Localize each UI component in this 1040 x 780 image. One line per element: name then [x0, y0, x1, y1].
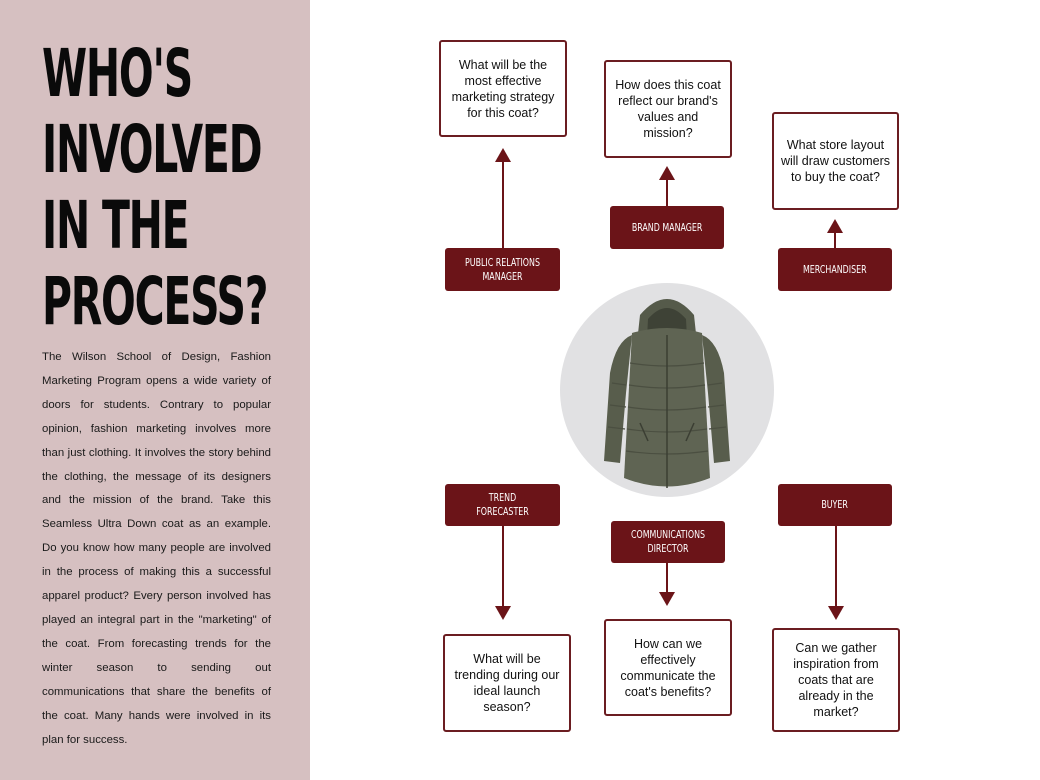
role-merchandiser	[778, 248, 892, 291]
role-label: MERCHANDISER	[803, 262, 867, 276]
question-buyer: Can we gather inspiration from coats that are already in the market?	[772, 628, 900, 732]
title-line: INVOLVED	[42, 111, 262, 188]
arrowhead-brand-manager	[659, 166, 675, 180]
intro-paragraph: The Wilson School of Design, Fashion Marketing Program opens a wide variety of doors for students. Contrary to popular opinion, fashion marketing involves more than just clothing. It involves the story behind the clothing, the message of its designers and the mission of the brand. Take this Seamless Ultra Down coat as an example. Do you know how many people are involved in the process of making this a successful apparel product? Every person involved has played an integral part in the "marketing" of the coat. From forecasting trends for the winter season to sending out communications that share the benefits of the coat. Many hands were involved in its plan for success.	[42, 351, 271, 746]
role-communications-director	[611, 521, 725, 563]
arrowhead-merchandiser	[827, 219, 843, 233]
question-merchandiser: What store layout will draw customers to buy the coat?	[772, 112, 899, 210]
arrowhead-buyer	[828, 606, 844, 620]
question-pr-manager: What will be the most effective marketing strategy for this coat?	[439, 40, 567, 137]
role-label: BUYER	[821, 498, 849, 511]
title-line: PROCESS?	[42, 263, 268, 340]
arrowhead-trend-forecaster	[495, 606, 511, 620]
question-trend-forecaster: What will be trending during our ideal launch season?	[443, 634, 571, 732]
role-label: TREND FORECASTER	[476, 491, 529, 518]
title-line: WHO'S	[42, 35, 192, 112]
role-label: BRAND MANAGER	[631, 220, 703, 234]
role-label: COMMUNICATIONS DIRECTOR	[630, 528, 706, 555]
role-brand-manager	[610, 206, 724, 249]
question-brand-manager: How does this coat reflect our brand's values and mission?	[604, 60, 732, 158]
role-buyer	[778, 484, 892, 526]
arrowhead-communications-director	[659, 592, 675, 606]
question-communications-director: How can we effectively communicate the coat's benefits?	[604, 619, 732, 716]
title-line: IN THE	[42, 187, 189, 264]
role-pr-manager	[445, 248, 560, 291]
role-label: PUBLIC RELATIONS MANAGER	[465, 255, 540, 283]
arrowhead-pr-manager	[495, 148, 511, 162]
coat-illustration	[560, 283, 774, 497]
role-trend-forecaster	[445, 484, 560, 526]
